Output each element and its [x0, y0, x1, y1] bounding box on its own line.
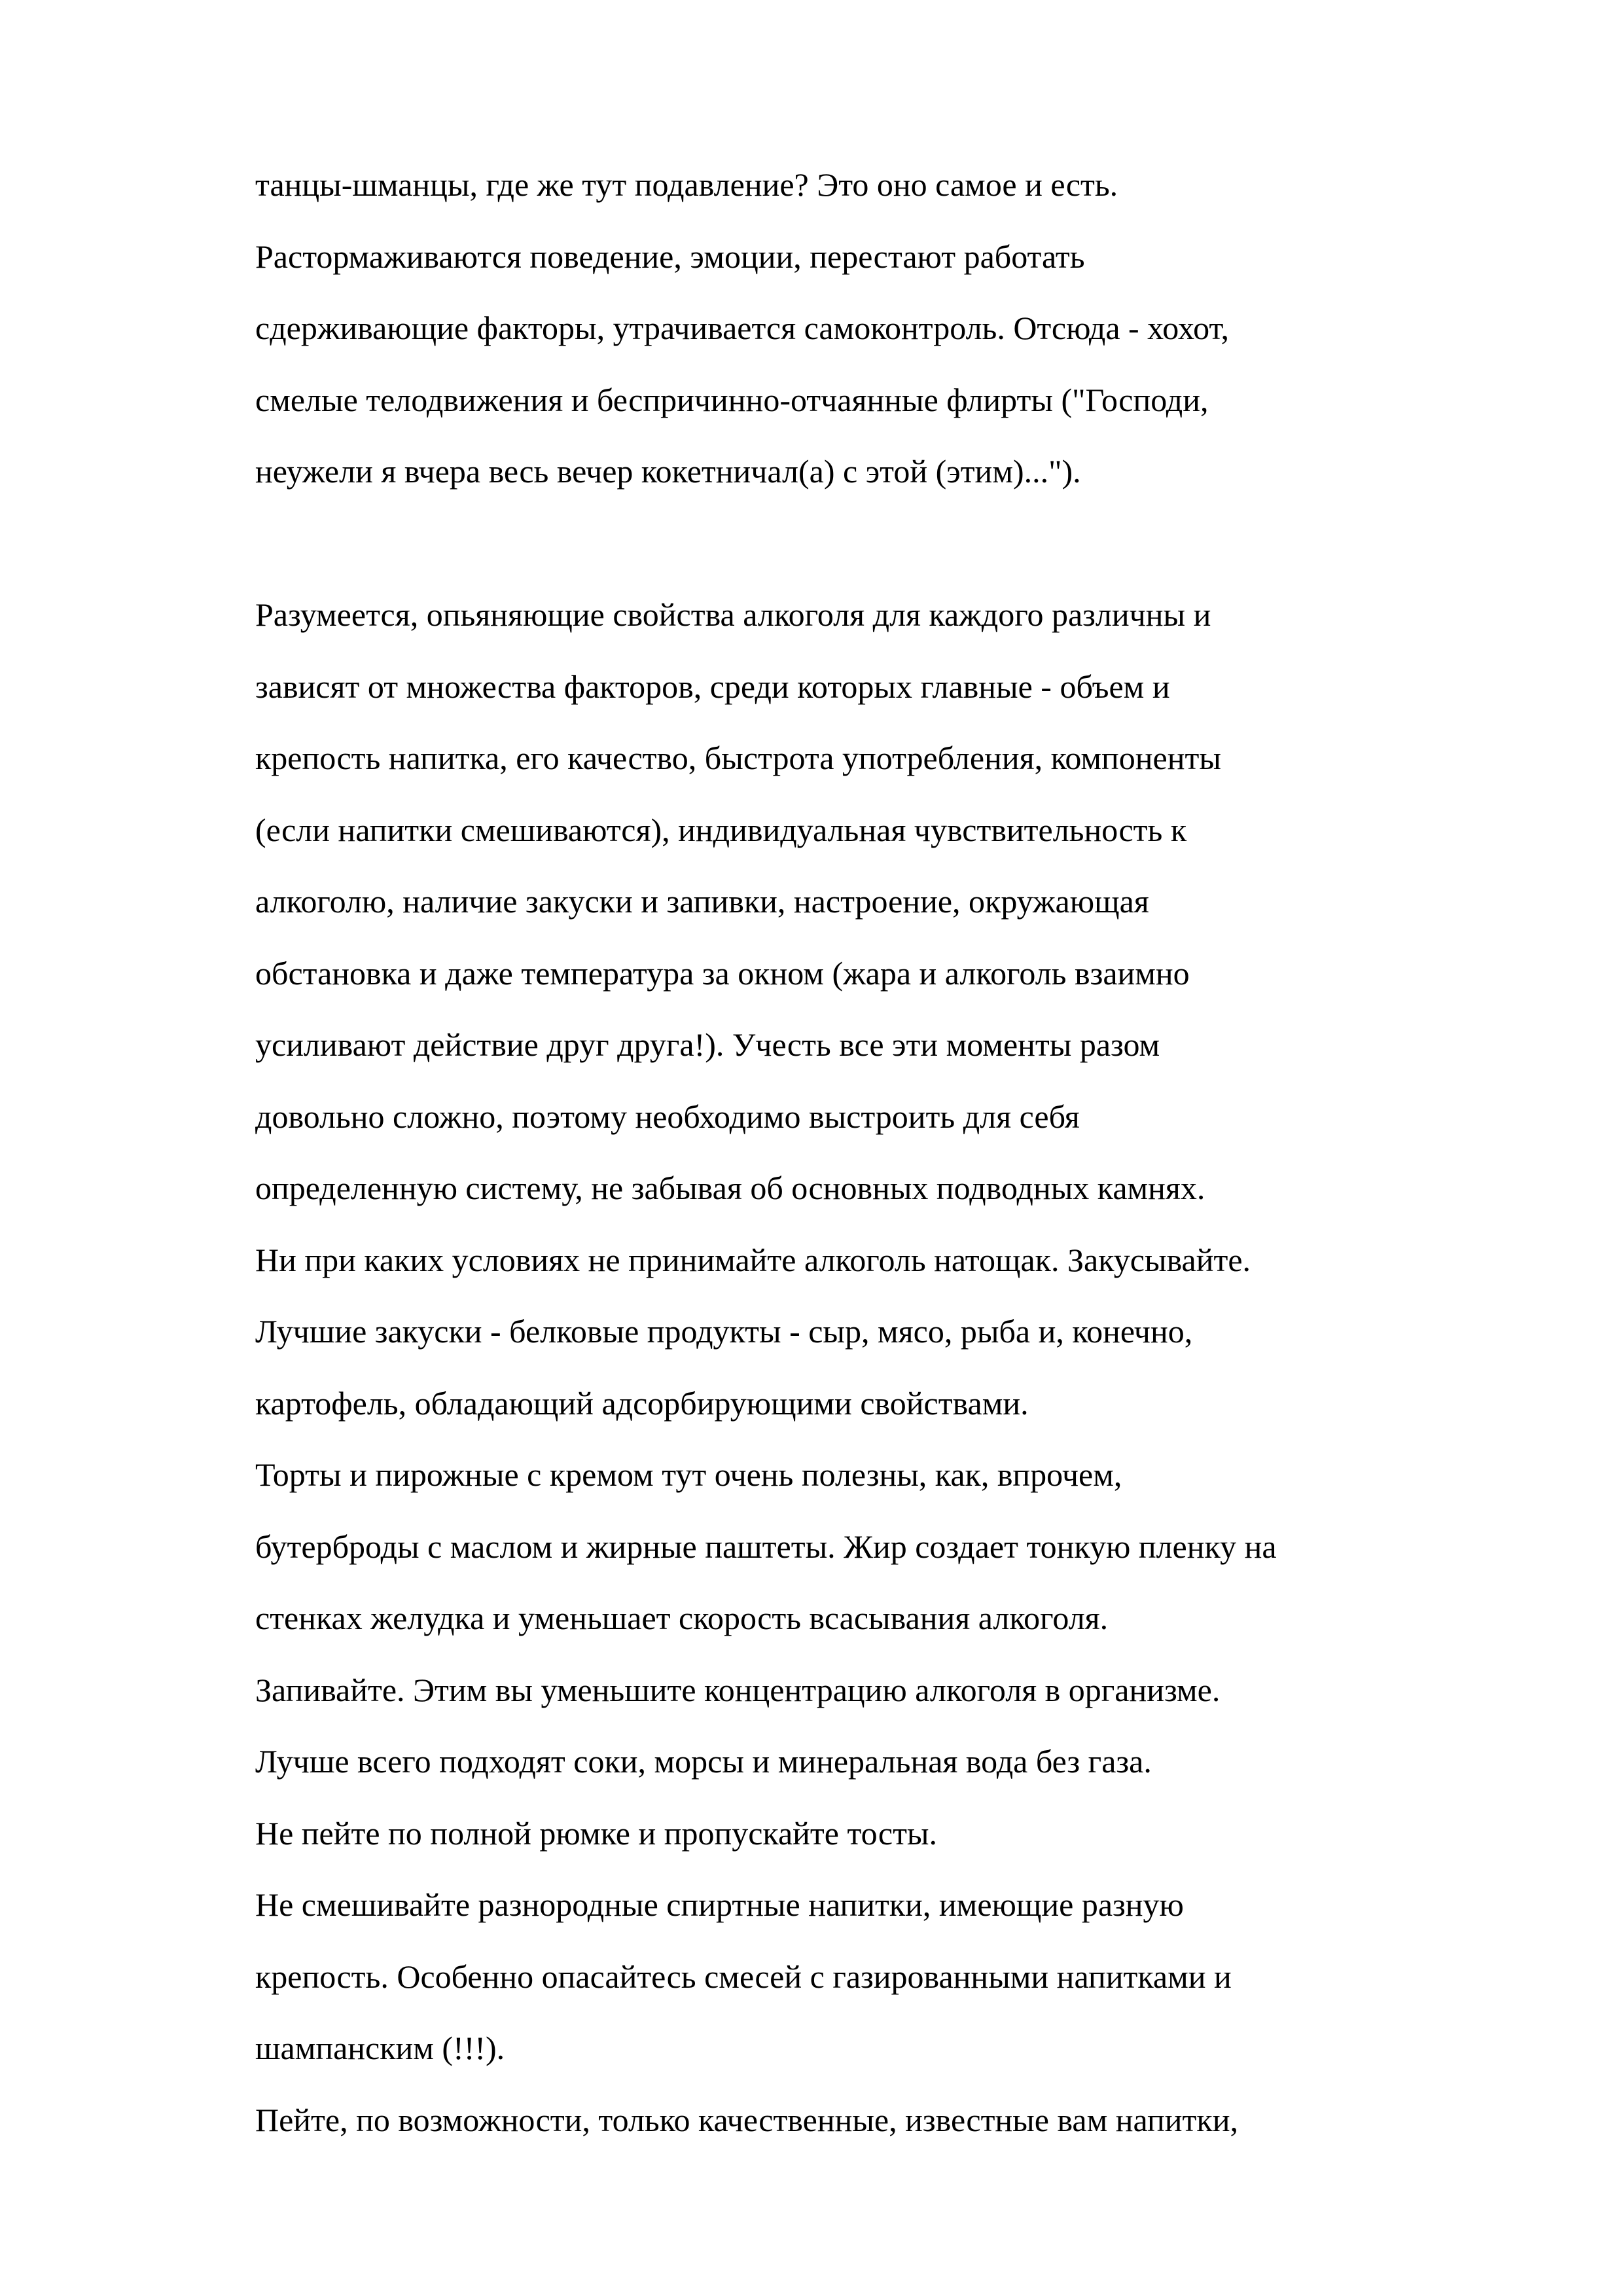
text-line: танцы-шманцы, где же тут подавление? Это оно самое и есть.	[255, 166, 1118, 203]
text-line: Не пейте по полной рюмке и пропускайте тосты.	[255, 1814, 938, 1852]
text-line: Разумеется, опьяняющие свойства алкоголя для каждого различны и	[255, 596, 1211, 633]
text-line: Торты и пирожные с кремом тут очень полезны, как, впрочем,	[255, 1456, 1122, 1493]
text-line: Запивайте. Этим вы уменьшите концентрацию алкоголя в организме.	[255, 1671, 1221, 1708]
text-line: Растормаживаются поведение, эмоции, перестают работать	[255, 238, 1085, 275]
text-line: зависят от множества факторов, среди которых главные - объем и	[255, 668, 1170, 705]
text-line: стенках желудка и уменьшает скорость всасывания алкоголя.	[255, 1600, 1109, 1636]
text-line: бутерброды с маслом и жирные паштеты. Жир создает тонкую пленку на	[255, 1528, 1277, 1565]
text-line: (если напитки смешиваются), индивидуальная чувствительность к	[255, 811, 1187, 848]
text-line: шампанским (!!!).	[255, 2030, 505, 2066]
text-line: смелые телодвижения и беспричинно-отчаянные флирты ("Господи,	[255, 381, 1209, 418]
text-line: сдерживающие факторы, утрачивается самоконтроль. Отсюда - хохот,	[255, 310, 1230, 346]
text-line: Ни при каких условиях не принимайте алкоголь натощак. Закусывайте.	[255, 1241, 1251, 1278]
text-line: Лучше всего подходят соки, морсы и минеральная вода без газа.	[255, 1743, 1152, 1780]
text-line: обстановка и даже температура за окном (жара и алкоголь взаимно	[255, 954, 1190, 992]
text-line: довольно сложно, поэтому необходимо выстроить для себя	[255, 1098, 1080, 1135]
text-line: определенную систему, не забывая об основных подводных камнях.	[255, 1170, 1205, 1206]
text-line: Лучшие закуски - белковые продукты - сыр, мясо, рыба и, конечно,	[255, 1313, 1193, 1350]
text-line: Пейте, по возможности, только качественные, известные вам напитки,	[255, 2101, 1238, 2138]
text-line: картофель, обладающий адсорбирующими свойствами.	[255, 1384, 1029, 1422]
text-line: Не смешивайте разнородные спиртные напитки, имеющие разную	[255, 1886, 1184, 1923]
text-line: крепость напитка, его качество, быстрота употребления, компоненты	[255, 740, 1221, 776]
text-line: неужели я вчера весь вечер кокетничал(а) с этой (этим)...").	[255, 453, 1081, 490]
text-line: крепость. Особенно опасайтесь смесей с газированными напитками и	[255, 1958, 1232, 1995]
document-body	[255, 149, 1400, 2156]
text-line: алкоголю, наличие закуски и запивки, настроение, окружающая	[255, 883, 1149, 920]
text-line: усиливают действие друг друга!). Учесть все эти моменты разом	[255, 1026, 1160, 1063]
paragraph-gap	[255, 508, 1400, 580]
